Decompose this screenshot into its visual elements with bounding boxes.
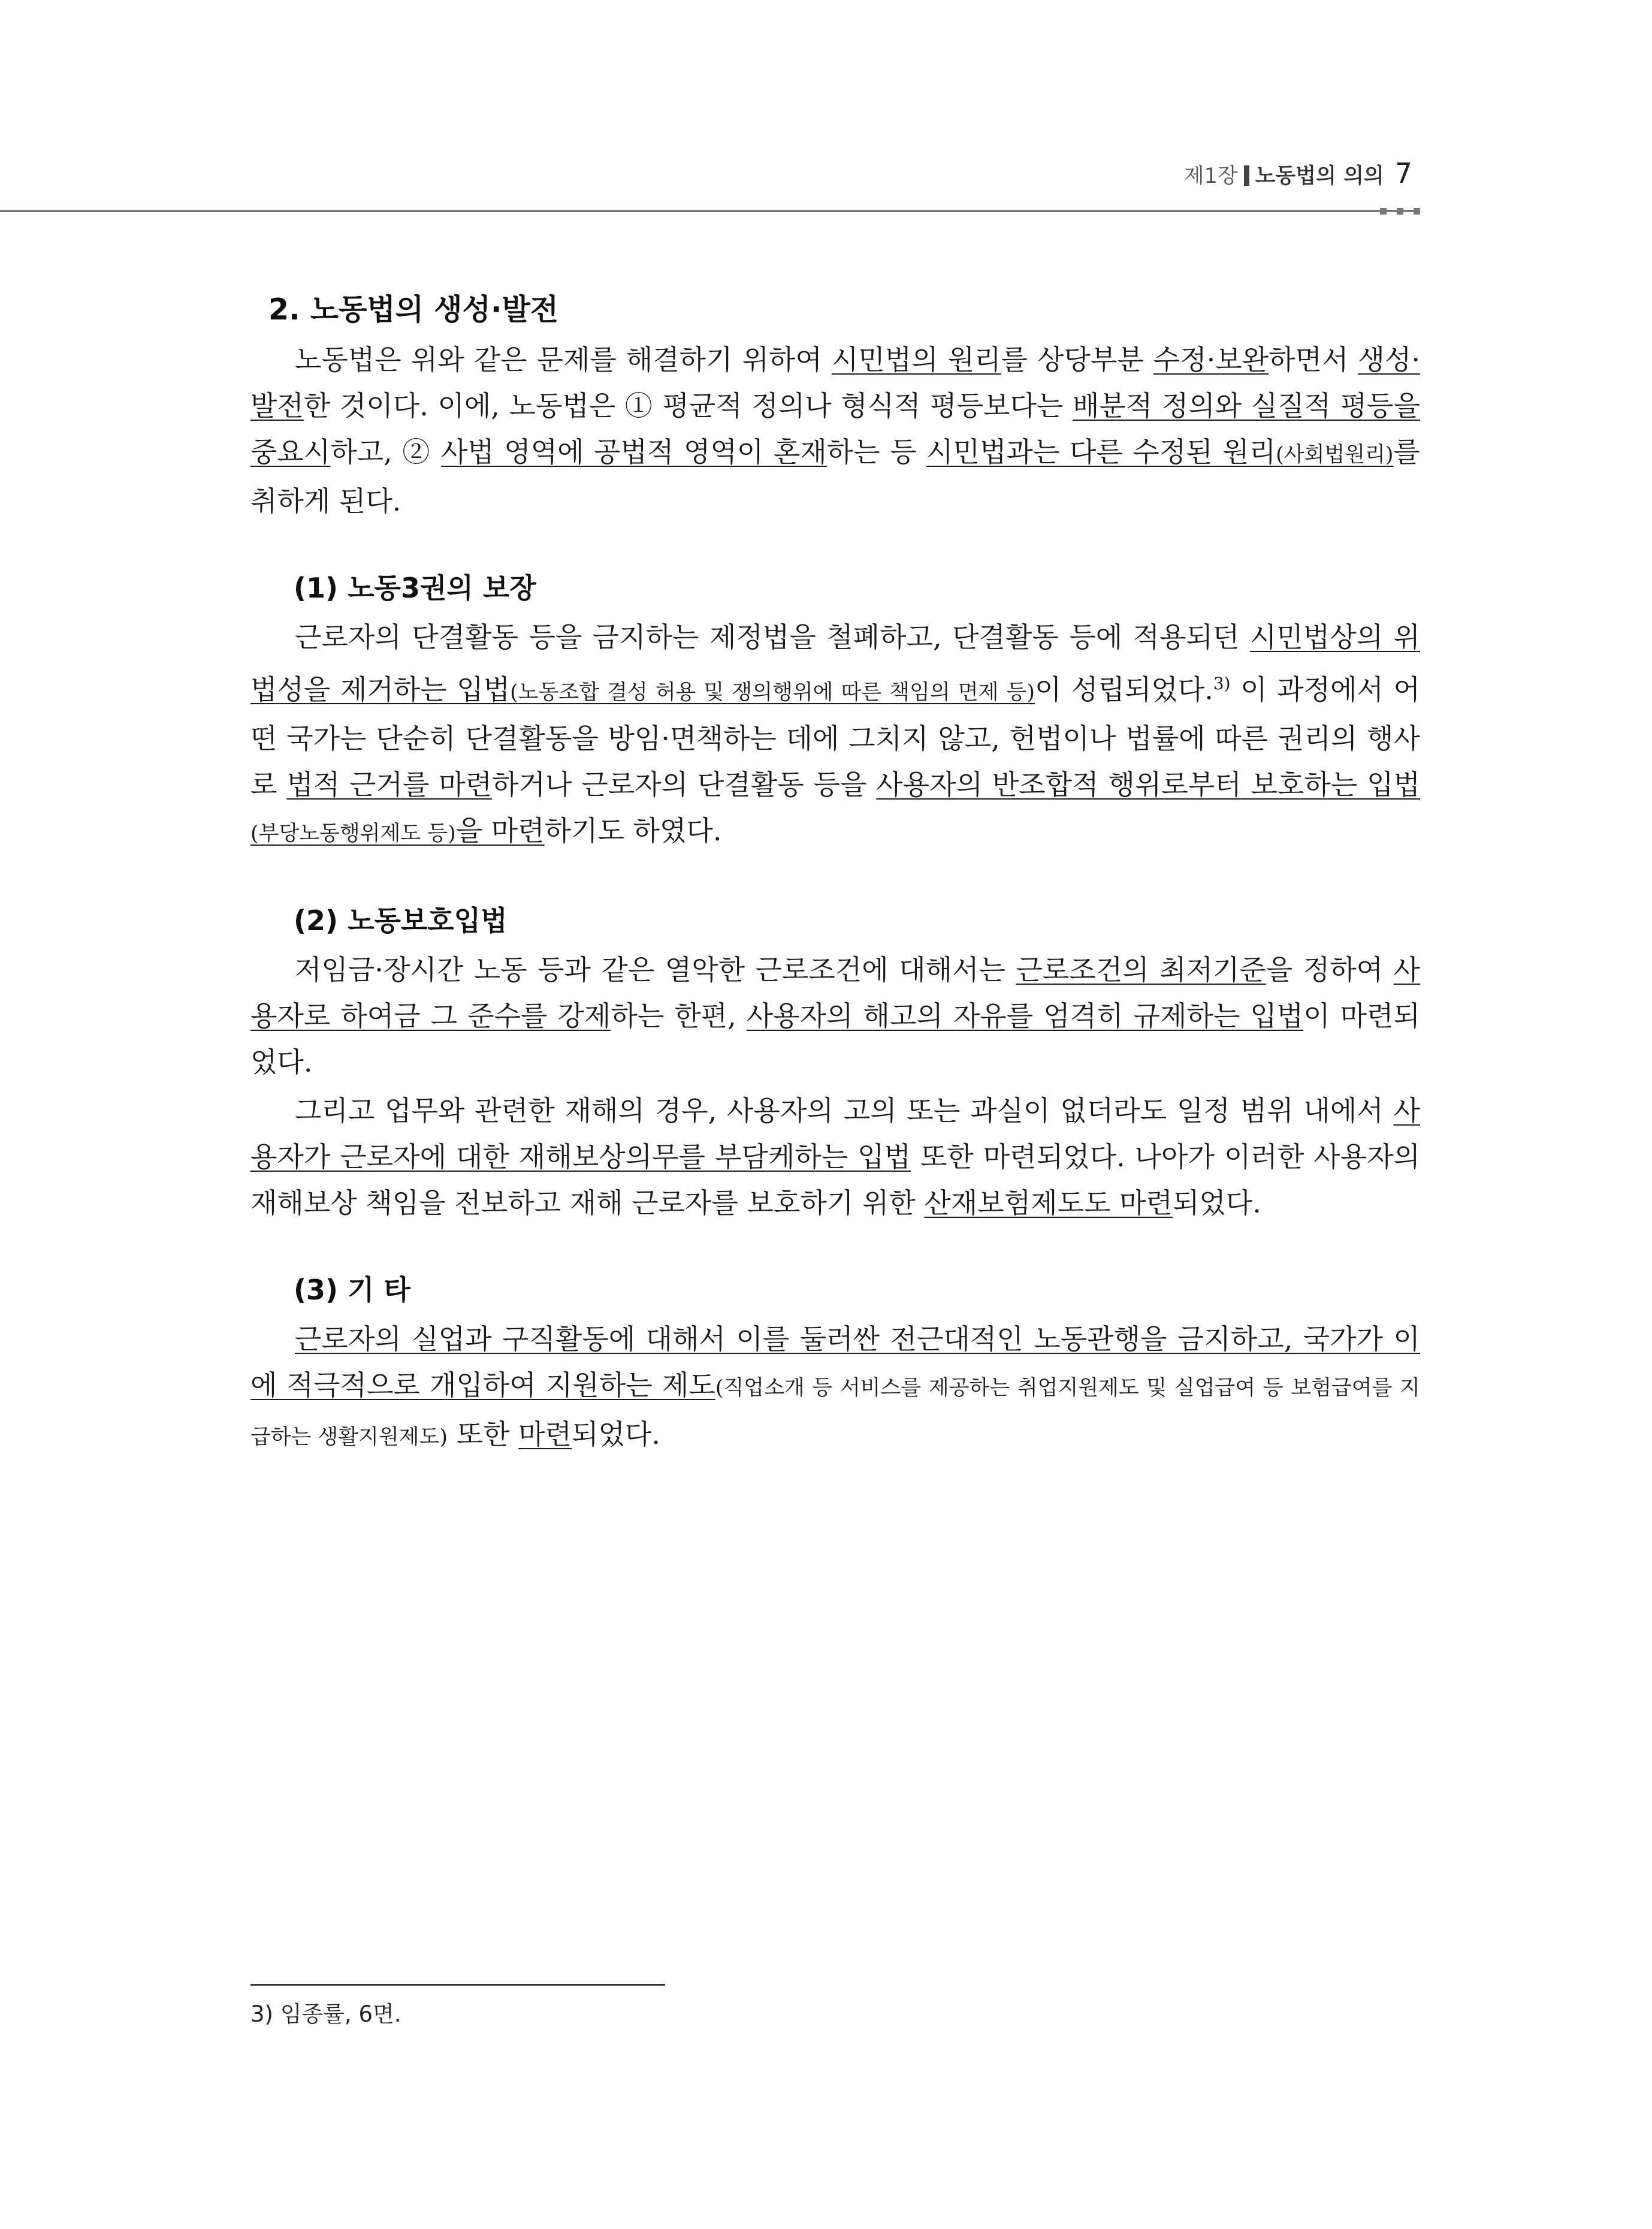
footnote-rule bbox=[250, 1984, 665, 1986]
header-dot bbox=[1380, 208, 1387, 215]
subsection-title-1: (1) 노동3권의 보장 bbox=[294, 572, 536, 604]
section-title: 2. 노동법의 생성·발전 bbox=[268, 292, 559, 327]
header-dot bbox=[1414, 208, 1420, 215]
header-dot bbox=[1397, 208, 1403, 215]
chapter-label: 제1장 bbox=[1183, 164, 1238, 188]
subsection-paragraph-2b: 그리고 업무와 관련한 재해의 경우, 사용자의 고의 또는 과실이 없더라도 일정 범위 내에서 사용자가 근로자에 대한 재해보상의무를 부담케하는 입법 또한 마련되었다. 나아가 이러한 사용자의 재해보상 책임을 전보하고 재해 근로자를 보호하기 위한 산재보험제도도 마련되었다. bbox=[250, 1094, 1420, 1220]
subsection-title-3: (3) 기 타 bbox=[294, 1274, 410, 1307]
section-paragraph: 노동법은 위와 같은 문제를 해결하기 위하여 시민법의 원리를 상당부분 수정·보완하면서 생성·발전한 것이다. 이에, 노동법은 ① 평균적 정의나 형식적 평등보다는 배분적 정의와 실질적 평등을 중요시하고, ② 사법 영역에 공법적 영역이 혼재하는 등 시민법과는 다른 수정된 원리(사회법원리)를 취하게 된다. bbox=[250, 343, 1420, 517]
page-body bbox=[250, 286, 1420, 1461]
chapter-title: 노동법의 의의 bbox=[1255, 164, 1384, 188]
subsection-title-2: (2) 노동보호입법 bbox=[294, 904, 508, 937]
running-header bbox=[873, 157, 1412, 189]
footnote-ref: 3) bbox=[1213, 674, 1231, 693]
header-rule bbox=[0, 210, 1415, 212]
page-number: 7 bbox=[1394, 157, 1412, 189]
subsection-paragraph-1: 근로자의 단결활동 등을 금지하는 제정법을 철폐하고, 단결활동 등에 적용되던 시민법상의 위법성을 제거하는 입법(노동조합 결성 허용 및 쟁의행위에 따른 책임의 면제 등)이 성립되었다.$^{3)}$ 이 과정에서 어떤 국가는 단순히 단결활동을 방임·면책하는 데에 그치지 않고, 헌법이나 법률에 따른 권리의 행사로 법적 근거를 마련하거나 근로자의 단결활동 등을 사용자의 반조합적 행위로부터 보호하는 입법(부당노동행위제도 등)을 마련하기도 하였다. bbox=[250, 621, 1421, 847]
subsection-paragraph-3: 근로자의 실업과 구직활동에 대해서 이를 둘러싼 전근대적인 노동관행을 금지하고, 국가가 이에 적극적으로 개입하여 지원하는 제도(직업소개 등 서비스를 제공하는 취업지원제도 및 실업급여 등 보험급여를 지급하는 생활지원제도) 또한 마련되었다. bbox=[250, 1323, 1420, 1451]
footnote: 3) 임종률, 6면. bbox=[250, 2001, 401, 2027]
subsection-paragraph-2a: 저임금·장시간 노동 등과 같은 열악한 근로조건에 대해서는 근로조건의 최저기준을 정하여 사용자로 하여금 그 준수를 강제하는 한편, 사용자의 해고의 자유를 엄격히 규제하는 입법이 마련되었다. bbox=[250, 954, 1420, 1079]
header-separator bbox=[1244, 165, 1249, 186]
